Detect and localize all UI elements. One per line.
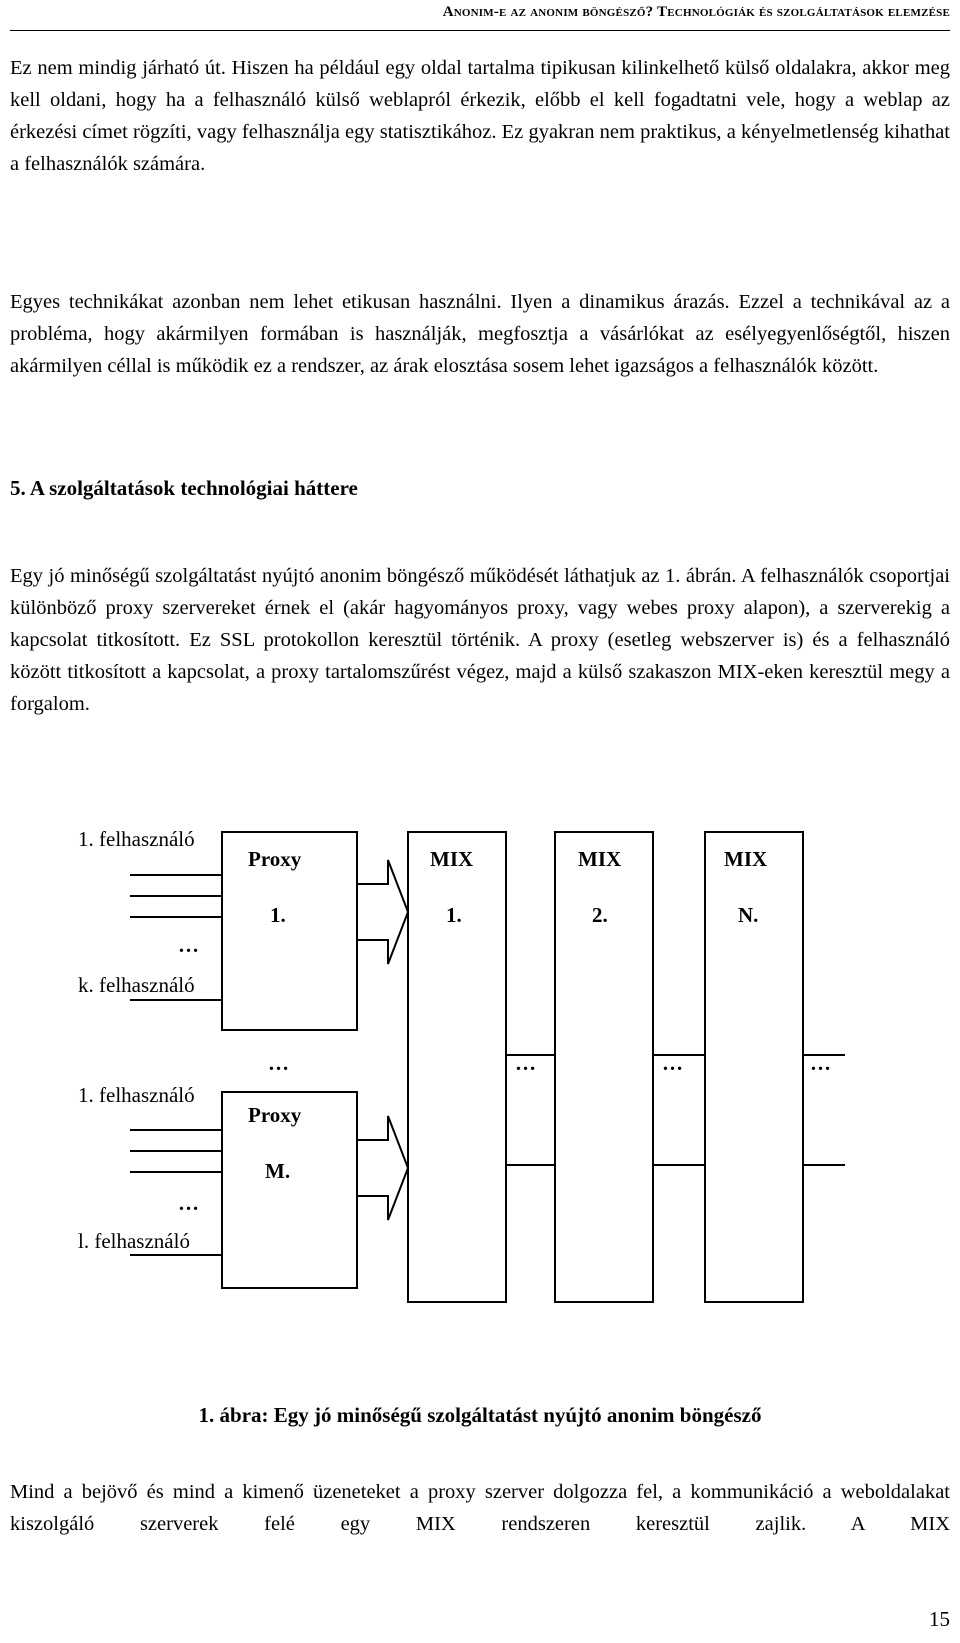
paragraph-4: Mind a bejövő és mind a kimenő üzeneteket a proxy szerver dolgozza fel, a kommunikáció a weboldalakat kiszolgáló szerverek felé egy MIX rendszeren keresztül zajlik. A MIX (10, 1481, 950, 1535)
ellipsis-mix-2: … (662, 1051, 683, 1075)
proxy-m-label: Proxy (248, 1103, 302, 1127)
ellipsis-proxy: … (268, 1051, 289, 1075)
mix-2-index: 2. (592, 903, 608, 927)
paragraph-1: Ez nem mindig járható út. Hiszen ha például egy oldal tartalma tipikusan kilinkelhető külső oldalakra, akkor meg kell oldani, hogy ha a felhasználó külső weblapról érkezik, előbb el kell fogadtatni vele, hogy a weblap az érkezési címet rögzíti, vagy felhasználja egy statisztikához. Ez gyakran nem praktikus, a kényelmetlenség kihathat a felhasználók számára. (10, 57, 950, 175)
group1-first-user: 1. felhasználó (78, 827, 195, 851)
architecture-diagram (0, 827, 960, 1310)
mix-n-label: MIX (724, 847, 768, 871)
mix-2-label: MIX (578, 847, 622, 871)
mix-n-index: N. (738, 903, 759, 927)
group2-first-user: 1. felhasználó (78, 1083, 195, 1107)
paragraph-3: Egy jó minőségű szolgáltatást nyújtó anonim böngésző működését láthatjuk az 1. ábrán. A felhasználók csoportjai különböző proxy szervereket érnek el (akár hagyományos proxy, vagy webes proxy alapon), a szerverekig a kapcsolat titkosított. Ez SSL protokollon keresztül történik. A proxy (esetleg webszerver is) és a felhasználó között titkosított a kapcsolat, a proxy tartalomszűrést végez, majd a külső szakaszon MIX-eken keresztül megy a forgalom. (10, 565, 950, 715)
proxy-1-label: Proxy (248, 847, 302, 871)
proxy-m-index: M. (265, 1159, 291, 1183)
ellipsis-mix-1: … (515, 1051, 536, 1075)
section-title: 5. A szolgáltatások technológiai háttere (10, 476, 358, 500)
ellipsis-mix-n: … (810, 1051, 831, 1075)
proxy-1-index: 1. (270, 903, 286, 927)
group1-ellipsis: … (178, 933, 199, 957)
group1-last-user: k. felhasználó (78, 973, 195, 997)
group2-last-user: l. felhasználó (78, 1229, 190, 1253)
page-number: 15 (929, 1607, 950, 1631)
mix-1-label: MIX (430, 847, 474, 871)
running-header (10, 4, 950, 31)
flow-arrow (357, 860, 408, 964)
running-header-text: Anonim-e az anonim böngésző? Technológiák és szolgáltatások elemzése (442, 4, 950, 20)
figure-caption: 1. ábra: Egy jó minőségű szolgáltatást nyújtó anonim böngésző (198, 1403, 762, 1427)
paragraph-2: Egyes technikákat azonban nem lehet etikusan használni. Ilyen a dinamikus árazás. Ezzel a technikával az a probléma, hogy akármilyen formában is használják, megfosztja a vásárlókat az esélyegyenlőségtől, hiszen akármilyen céllal is működik ez a rendszer, az árak elosztása sosem lehet igazságos a felhasználók között. (10, 291, 950, 377)
mix-1-index: 1. (446, 903, 462, 927)
flow-arrow (357, 1116, 408, 1220)
group2-ellipsis: … (178, 1191, 199, 1215)
